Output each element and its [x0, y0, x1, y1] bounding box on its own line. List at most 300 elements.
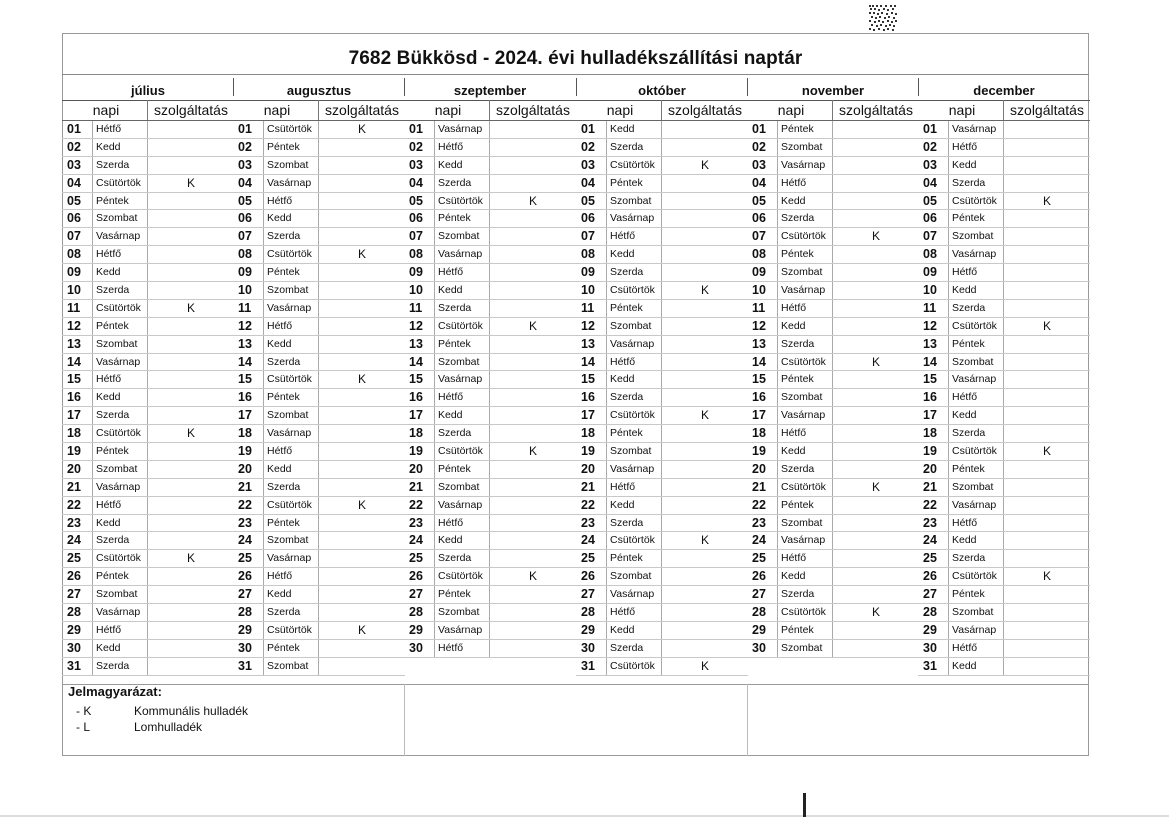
- weekday-name: Hétfő: [263, 318, 319, 335]
- qr-code-icon: [868, 4, 898, 32]
- legend-item: [76, 720, 202, 734]
- month-header-rule: [747, 100, 919, 101]
- day-number: 08: [409, 247, 423, 262]
- day-row: [918, 246, 1090, 264]
- day-number: 16: [409, 390, 423, 405]
- weekday-name: Kedd: [92, 139, 148, 156]
- day-number: 17: [67, 408, 81, 423]
- weekday-name: Vasárnap: [777, 532, 833, 549]
- weekday-name: Péntek: [948, 586, 1004, 603]
- weekday-name: Szerda: [606, 389, 662, 406]
- weekday-name: Péntek: [92, 568, 148, 585]
- day-number: 26: [581, 569, 595, 584]
- weekday-name: Szerda: [263, 479, 319, 496]
- day-row: [62, 658, 234, 676]
- weekday-name: Péntek: [92, 318, 148, 335]
- weekday-name: Vasárnap: [948, 371, 1004, 388]
- day-number: 13: [752, 336, 766, 351]
- weekday-name: Kedd: [948, 407, 1004, 424]
- day-number: 22: [752, 497, 766, 512]
- service-code: K: [1042, 193, 1051, 208]
- day-row: [576, 586, 748, 604]
- day-number: 05: [409, 193, 423, 208]
- day-row: [62, 157, 234, 175]
- weekday-name: Hétfő: [606, 354, 662, 371]
- day-number: 29: [752, 622, 766, 637]
- day-number: 29: [581, 622, 595, 637]
- weekday-name: Hétfő: [434, 515, 490, 532]
- weekday-name: Vasárnap: [263, 425, 319, 442]
- weekday-name: Csütörtök: [263, 371, 319, 388]
- weekday-name: Vasárnap: [606, 336, 662, 353]
- day-number: 24: [581, 533, 595, 548]
- weekday-name: Kedd: [263, 586, 319, 603]
- day-row: [233, 550, 405, 568]
- day-row: [918, 318, 1090, 336]
- day-row: [233, 228, 405, 246]
- day-number: 28: [238, 605, 252, 620]
- day-row: [233, 264, 405, 282]
- day-row: [918, 640, 1090, 658]
- service-code: K: [186, 426, 195, 441]
- day-number: 09: [67, 265, 81, 280]
- weekday-name: Péntek: [606, 175, 662, 192]
- weekday-name: Hétfő: [92, 497, 148, 514]
- weekday-name: Szerda: [606, 264, 662, 281]
- day-row: [62, 586, 234, 604]
- day-row: [233, 318, 405, 336]
- day-row: [62, 568, 234, 586]
- month-header-rule: [404, 100, 576, 101]
- day-number: 25: [409, 551, 423, 566]
- day-number: 06: [238, 211, 252, 226]
- weekday-name: Szombat: [92, 586, 148, 603]
- day-number: 28: [923, 605, 937, 620]
- day-row: [747, 175, 919, 193]
- day-number: 01: [67, 122, 81, 136]
- weekday-name: Csütörtök: [606, 157, 662, 174]
- day-row: [62, 407, 234, 425]
- day-row: [747, 121, 919, 139]
- weekday-name: Csütörtök: [777, 354, 833, 371]
- day-number: 05: [752, 193, 766, 208]
- day-number: 20: [238, 461, 252, 476]
- day-number: 22: [67, 497, 81, 512]
- day-row: [576, 139, 748, 157]
- day-row: [62, 228, 234, 246]
- column-header-napi: napi: [777, 102, 805, 118]
- day-row: [747, 282, 919, 300]
- day-number: 25: [581, 551, 595, 566]
- day-row: [576, 246, 748, 264]
- day-row: [576, 532, 748, 550]
- weekday-name: Kedd: [948, 532, 1004, 549]
- weekday-name: Péntek: [606, 550, 662, 567]
- weekday-name: Vasárnap: [434, 121, 490, 138]
- weekday-name: Vasárnap: [948, 497, 1004, 514]
- weekday-name: Csütörtök: [948, 443, 1004, 460]
- weekday-name: Kedd: [948, 157, 1004, 174]
- day-number: 27: [67, 587, 81, 602]
- day-row: [576, 479, 748, 497]
- weekday-name: Kedd: [606, 246, 662, 263]
- weekday-name: Vasárnap: [606, 461, 662, 478]
- day-row: [404, 532, 576, 550]
- day-row: [404, 139, 576, 157]
- day-number: 12: [752, 318, 766, 333]
- weekday-name: Szombat: [92, 336, 148, 353]
- day-row: [576, 658, 748, 676]
- day-number: 04: [923, 175, 937, 190]
- day-row: [918, 175, 1090, 193]
- day-row: [918, 443, 1090, 461]
- day-row: [62, 210, 234, 228]
- day-number: 12: [238, 318, 252, 333]
- day-number: 27: [238, 587, 252, 602]
- day-number: 26: [752, 569, 766, 584]
- day-number: 22: [581, 497, 595, 512]
- weekday-name: Péntek: [263, 640, 319, 657]
- day-row: [233, 246, 405, 264]
- service-code: K: [528, 569, 537, 584]
- day-row: [918, 586, 1090, 604]
- day-number: 30: [581, 640, 595, 655]
- weekday-name: Szerda: [948, 550, 1004, 567]
- weekday-name: Szerda: [92, 658, 148, 675]
- weekday-name: Hétfő: [606, 479, 662, 496]
- day-row: [747, 407, 919, 425]
- service-code: K: [871, 354, 880, 369]
- legend-title: Jelmagyarázat:: [68, 684, 162, 699]
- day-row: [233, 354, 405, 372]
- day-number: 01: [581, 122, 595, 136]
- month-name: augusztus: [286, 83, 352, 98]
- day-number: 23: [923, 515, 937, 530]
- day-number: 19: [752, 444, 766, 459]
- weekday-name: Vasárnap: [434, 497, 490, 514]
- day-number: 08: [923, 247, 937, 262]
- day-row: [62, 550, 234, 568]
- month-column: [404, 78, 576, 684]
- weekday-name: Csütörtök: [92, 175, 148, 192]
- day-row: [62, 479, 234, 497]
- day-number: 04: [409, 175, 423, 190]
- weekday-name: Kedd: [606, 497, 662, 514]
- service-code: K: [700, 658, 709, 673]
- day-row: [233, 210, 405, 228]
- day-row: [233, 336, 405, 354]
- day-number: 18: [752, 426, 766, 441]
- weekday-name: Kedd: [777, 193, 833, 210]
- day-row: [576, 336, 748, 354]
- day-list: [576, 121, 748, 676]
- day-number: 30: [923, 640, 937, 655]
- weekday-name: Péntek: [948, 461, 1004, 478]
- day-row: [404, 264, 576, 282]
- day-row: [233, 515, 405, 533]
- weekday-name: Péntek: [606, 425, 662, 442]
- day-row: [918, 550, 1090, 568]
- day-row: [62, 371, 234, 389]
- day-row: [918, 622, 1090, 640]
- day-row: [233, 425, 405, 443]
- day-number: 28: [67, 605, 81, 620]
- day-number: 04: [238, 175, 252, 190]
- day-number: 18: [409, 426, 423, 441]
- day-row: [747, 586, 919, 604]
- day-row: [62, 264, 234, 282]
- day-number: 11: [581, 300, 595, 315]
- day-number: 06: [923, 211, 937, 226]
- day-row: [233, 586, 405, 604]
- service-code: K: [1042, 444, 1051, 459]
- day-number: 12: [409, 318, 423, 333]
- day-number: 21: [581, 479, 595, 494]
- weekday-name: Péntek: [777, 497, 833, 514]
- day-row: [747, 425, 919, 443]
- day-number: 13: [238, 336, 252, 351]
- weekday-name: Szerda: [606, 640, 662, 657]
- day-number: 20: [752, 461, 766, 476]
- weekday-name: Kedd: [606, 371, 662, 388]
- weekday-name: Vasárnap: [263, 550, 319, 567]
- service-code: K: [700, 533, 709, 548]
- weekday-name: Vasárnap: [263, 300, 319, 317]
- day-row: [233, 139, 405, 157]
- day-number: 15: [923, 372, 937, 387]
- weekday-name: Hétfő: [92, 121, 148, 138]
- day-number: 24: [923, 533, 937, 548]
- day-row: [918, 157, 1090, 175]
- day-number: 18: [67, 426, 81, 441]
- weekday-name: Csütörtök: [92, 550, 148, 567]
- service-code: K: [186, 175, 195, 190]
- day-number: 02: [238, 139, 252, 154]
- weekday-name: Hétfő: [92, 622, 148, 639]
- weekday-name: Szombat: [777, 389, 833, 406]
- weekday-name: Szerda: [777, 461, 833, 478]
- legend-divider: [62, 684, 1089, 685]
- weekday-name: Szerda: [948, 425, 1004, 442]
- day-row: [747, 354, 919, 372]
- day-row: [233, 157, 405, 175]
- day-row: [747, 318, 919, 336]
- weekday-name: Kedd: [777, 568, 833, 585]
- day-row: [918, 282, 1090, 300]
- day-row: [576, 425, 748, 443]
- weekday-name: Péntek: [263, 139, 319, 156]
- day-number: 29: [409, 622, 423, 637]
- day-number: 17: [409, 408, 423, 423]
- day-row: [576, 407, 748, 425]
- day-number: 20: [67, 461, 81, 476]
- page-mark: [803, 793, 806, 817]
- day-number: 25: [238, 551, 252, 566]
- day-row: [747, 157, 919, 175]
- weekday-name: Hétfő: [777, 425, 833, 442]
- weekday-name: Hétfő: [92, 371, 148, 388]
- day-row: [404, 497, 576, 515]
- day-row: [404, 210, 576, 228]
- weekday-name: Szombat: [434, 228, 490, 245]
- weekday-name: Szerda: [434, 175, 490, 192]
- day-row: [62, 604, 234, 622]
- weekday-name: Kedd: [434, 532, 490, 549]
- day-row: [576, 300, 748, 318]
- day-row: [62, 336, 234, 354]
- day-number: 07: [581, 229, 595, 244]
- day-row: [233, 640, 405, 658]
- day-row: [747, 497, 919, 515]
- weekday-name: Csütörtök: [948, 318, 1004, 335]
- day-row: [576, 175, 748, 193]
- day-row: [62, 300, 234, 318]
- month-name: november: [801, 83, 865, 98]
- weekday-name: Péntek: [263, 515, 319, 532]
- weekday-name: Vasárnap: [948, 246, 1004, 263]
- service-code: K: [1042, 318, 1051, 333]
- weekday-name: Hétfő: [777, 300, 833, 317]
- day-number: 14: [581, 354, 595, 369]
- day-number: 13: [409, 336, 423, 351]
- weekday-name: Péntek: [948, 210, 1004, 227]
- day-row: [404, 586, 576, 604]
- day-row: [747, 622, 919, 640]
- weekday-name: Vasárnap: [92, 228, 148, 245]
- legend-column-divider: [747, 684, 748, 756]
- day-row: [747, 264, 919, 282]
- weekday-name: Csütörtök: [948, 568, 1004, 585]
- day-row: [576, 389, 748, 407]
- service-code: K: [528, 193, 537, 208]
- page-title: 7682 Bükkösd - 2024. évi hulladékszállítási naptár: [348, 48, 803, 69]
- service-code: K: [871, 479, 880, 494]
- day-number: 16: [923, 390, 937, 405]
- service-code: K: [357, 497, 366, 512]
- weekday-name: Vasárnap: [948, 121, 1004, 138]
- day-number: 15: [409, 372, 423, 387]
- day-number: 16: [67, 390, 81, 405]
- day-number: 14: [238, 354, 252, 369]
- day-number: 07: [923, 229, 937, 244]
- weekday-name: Kedd: [948, 282, 1004, 299]
- day-number: 01: [752, 122, 766, 136]
- legend-label: Kommunális hulladék: [134, 704, 249, 718]
- day-number: 18: [581, 426, 595, 441]
- legend-section: [62, 684, 1089, 756]
- weekday-name: Péntek: [434, 210, 490, 227]
- weekday-name: Kedd: [263, 336, 319, 353]
- day-number: 04: [67, 175, 81, 190]
- day-number: 21: [752, 479, 766, 494]
- day-number: 17: [923, 408, 937, 423]
- day-row: [747, 479, 919, 497]
- day-number: 12: [923, 318, 937, 333]
- day-row: [62, 425, 234, 443]
- weekday-name: Szerda: [777, 210, 833, 227]
- day-number: 16: [238, 390, 252, 405]
- weekday-name: Csütörtök: [263, 622, 319, 639]
- day-number: 28: [409, 605, 423, 620]
- day-number: 19: [581, 444, 595, 459]
- day-row: [918, 389, 1090, 407]
- day-row: [747, 371, 919, 389]
- weekday-name: Csütörtök: [606, 658, 662, 675]
- day-row: [62, 121, 234, 139]
- day-number: 02: [923, 139, 937, 154]
- day-row: [62, 497, 234, 515]
- column-header-szolgaltatas: szolgáltatás: [325, 102, 399, 118]
- day-row: [747, 246, 919, 264]
- weekday-name: Szerda: [606, 515, 662, 532]
- day-row: [404, 461, 576, 479]
- day-row: [918, 121, 1090, 139]
- day-list: [404, 121, 576, 658]
- day-row: [576, 622, 748, 640]
- weekday-name: Vasárnap: [606, 210, 662, 227]
- weekday-name: Péntek: [948, 336, 1004, 353]
- day-number: 12: [67, 318, 81, 333]
- day-number: 10: [581, 283, 595, 298]
- weekday-name: Csütörtök: [434, 568, 490, 585]
- day-row: [918, 300, 1090, 318]
- weekday-name: Kedd: [606, 622, 662, 639]
- weekday-name: Csütörtök: [92, 300, 148, 317]
- day-number: 14: [752, 354, 766, 369]
- day-number: 04: [752, 175, 766, 190]
- day-row: [918, 515, 1090, 533]
- day-row: [233, 121, 405, 139]
- day-number: 26: [923, 569, 937, 584]
- day-row: [62, 175, 234, 193]
- weekday-name: Szombat: [263, 658, 319, 675]
- weekday-name: Kedd: [434, 282, 490, 299]
- weekday-name: Szombat: [263, 532, 319, 549]
- weekday-name: Hétfő: [606, 604, 662, 621]
- day-row: [233, 568, 405, 586]
- day-number: 18: [923, 426, 937, 441]
- weekday-name: Hétfő: [948, 389, 1004, 406]
- weekday-name: Szombat: [777, 640, 833, 657]
- day-number: 17: [752, 408, 766, 423]
- weekday-name: Vasárnap: [263, 175, 319, 192]
- day-number: 10: [238, 283, 252, 298]
- weekday-name: Hétfő: [434, 640, 490, 657]
- day-number: 11: [409, 300, 423, 315]
- day-number: 25: [67, 551, 81, 566]
- day-row: [404, 336, 576, 354]
- service-code: K: [528, 444, 537, 459]
- day-row: [404, 479, 576, 497]
- weekday-name: Szombat: [434, 479, 490, 496]
- day-row: [747, 515, 919, 533]
- day-number: 30: [752, 640, 766, 655]
- month-column: [233, 78, 405, 684]
- day-number: 29: [923, 622, 937, 637]
- day-number: 04: [581, 175, 595, 190]
- day-row: [747, 443, 919, 461]
- day-row: [747, 532, 919, 550]
- day-number: 11: [752, 300, 766, 315]
- day-number: 27: [409, 587, 423, 602]
- day-row: [918, 210, 1090, 228]
- day-number: 19: [409, 444, 423, 459]
- weekday-name: Csütörtök: [606, 282, 662, 299]
- day-number: 17: [238, 408, 252, 423]
- day-number: 08: [581, 247, 595, 262]
- day-row: [576, 121, 748, 139]
- day-number: 24: [238, 533, 252, 548]
